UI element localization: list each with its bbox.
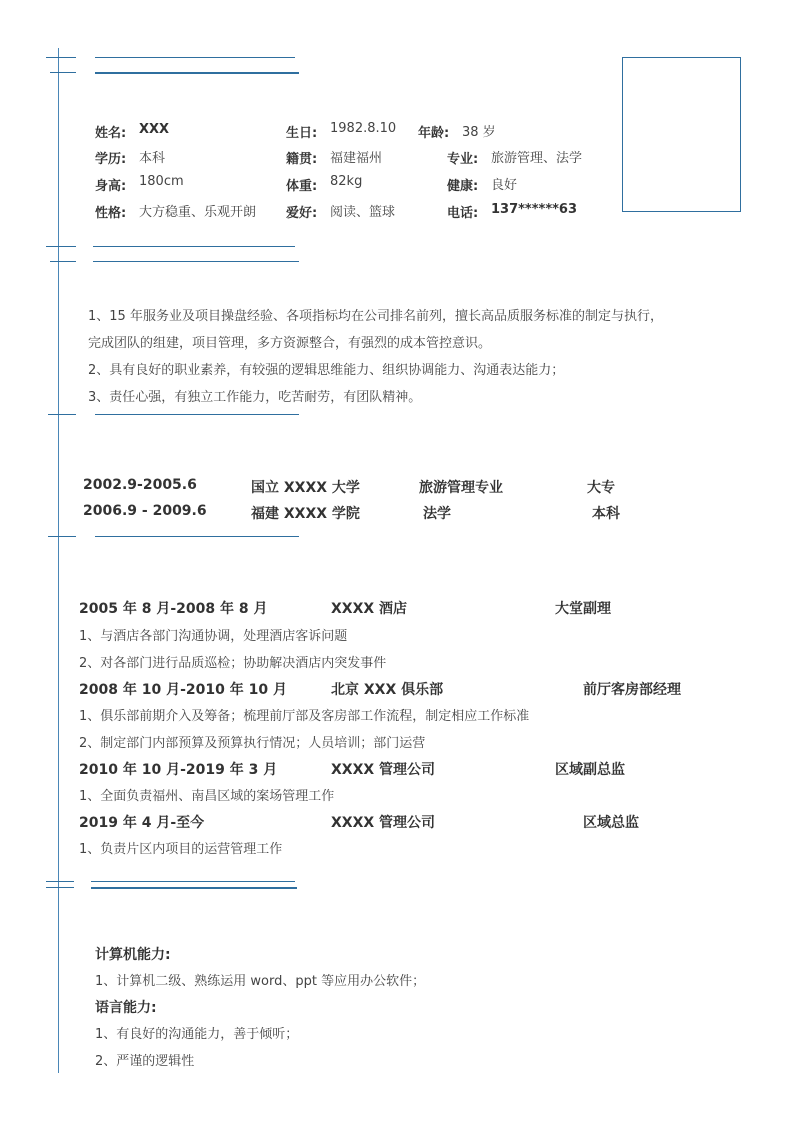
age-label: 年龄: xyxy=(418,126,450,141)
computer-skill-line: 1、计算机二级、熟练运用 word、ppt 等应用办公软件； xyxy=(95,974,426,989)
section-tick xyxy=(50,72,76,73)
personality-value: 大方稳重、乐观开朗 xyxy=(139,205,257,220)
job-period: 2010 年 10 月-2019 年 3 月 xyxy=(79,762,278,778)
height-label: 身高: xyxy=(95,179,127,194)
job-company: XXXX 管理公司 xyxy=(331,815,436,831)
timeline-vertical-line xyxy=(58,48,59,1073)
job-title: 区域总监 xyxy=(583,815,639,831)
education-period: 2002.9-2005.6 xyxy=(83,477,197,493)
name-label: 姓名: xyxy=(95,126,127,141)
language-skill-line: 2、严谨的逻辑性 xyxy=(95,1054,195,1069)
education-major: 法学 xyxy=(423,506,451,522)
job-period: 2019 年 4 月-至今 xyxy=(79,815,205,831)
height-value: 180cm xyxy=(139,174,184,189)
job-period: 2008 年 10 月-2010 年 10 月 xyxy=(79,682,287,698)
major-label: 专业: xyxy=(447,152,479,167)
self-evaluation-line: 完成团队的组建，项目管理，多方资源整合，有强烈的成本管控意识。 xyxy=(88,336,492,351)
job-duty: 1、负责片区内项目的运营管理工作 xyxy=(79,842,283,857)
job-duty: 1、与酒店各部门沟通协调，处理酒店客诉问题 xyxy=(79,629,348,644)
job-title: 区域副总监 xyxy=(555,762,625,778)
education-degree: 大专 xyxy=(587,480,615,496)
education-degree: 本科 xyxy=(592,506,620,522)
job-company: XXXX 管理公司 xyxy=(331,762,436,778)
job-duty: 1、俱乐部前期介入及筹备；梳理前厅部及客房部工作流程，制定相应工作标准 xyxy=(79,709,530,724)
hobby-label: 爱好: xyxy=(286,206,318,221)
section-tick xyxy=(48,536,76,537)
section-header-line xyxy=(91,887,297,889)
job-duty: 1、全面负责福州、南昌区域的案场管理工作 xyxy=(79,789,335,804)
education-period: 2006.9 - 2009.6 xyxy=(83,503,207,519)
job-duty: 2、对各部门进行品质巡检；协助解决酒店内突发事件 xyxy=(79,656,387,671)
birthday-value: 1982.8.10 xyxy=(330,121,397,136)
job-duty: 2、制定部门内部预算及预算执行情况；人员培训；部门运营 xyxy=(79,736,426,751)
section-header-line xyxy=(93,246,295,247)
section-header-line xyxy=(95,414,299,415)
education-school: 福建 XXXX 学院 xyxy=(251,506,360,522)
birthday-label: 生日: xyxy=(286,126,318,141)
section-tick xyxy=(46,57,76,58)
weight-label: 体重: xyxy=(286,179,318,194)
phone-value: 137******63 xyxy=(491,202,578,217)
section-tick xyxy=(46,887,74,888)
job-title: 前厅客房部经理 xyxy=(583,682,681,698)
language-skill-line: 1、有良好的沟通能力，善于倾听； xyxy=(95,1027,299,1042)
section-header-line xyxy=(95,536,299,537)
self-evaluation-line: 1、15 年服务业及项目操盘经验、各项指标均在公司排名前列，擅长高品质服务标准的制定与执行， xyxy=(88,309,663,324)
personality-label: 性格: xyxy=(95,206,127,221)
education-label: 学历: xyxy=(95,152,127,167)
native-place-label: 籍贯: xyxy=(286,152,318,167)
section-tick xyxy=(46,246,76,247)
computer-skills-heading: 计算机能力: xyxy=(95,947,171,963)
native-place-value: 福建福州 xyxy=(330,151,383,166)
section-header-line xyxy=(95,72,299,74)
section-tick xyxy=(48,414,76,415)
age-value: 38 岁 xyxy=(462,125,496,140)
education-value: 本科 xyxy=(139,151,166,166)
weight-value: 82kg xyxy=(330,174,363,189)
job-company: 北京 XXX 俱乐部 xyxy=(331,682,444,698)
name-value: XXX xyxy=(139,122,170,137)
hobby-value: 阅读、篮球 xyxy=(330,205,396,220)
health-value: 良好 xyxy=(491,178,518,193)
section-tick xyxy=(46,881,74,882)
self-evaluation-line: 3、责任心强，有独立工作能力，吃苦耐劳，有团队精神。 xyxy=(88,390,422,405)
job-period: 2005 年 8 月-2008 年 8 月 xyxy=(79,601,268,617)
education-school: 国立 XXXX 大学 xyxy=(251,480,360,496)
language-skills-heading: 语言能力: xyxy=(95,1000,157,1016)
major-value: 旅游管理、法学 xyxy=(491,151,583,166)
health-label: 健康: xyxy=(447,179,479,194)
section-header-line xyxy=(95,57,295,58)
section-header-line xyxy=(91,881,295,882)
education-major: 旅游管理专业 xyxy=(419,480,503,496)
section-header-line xyxy=(93,261,299,262)
self-evaluation-line: 2、具有良好的职业素养，有较强的逻辑思维能力、组织协调能力、沟通表达能力； xyxy=(88,363,565,378)
job-title: 大堂副理 xyxy=(555,601,611,617)
phone-label: 电话: xyxy=(447,206,479,221)
section-tick xyxy=(50,261,76,262)
photo-frame xyxy=(622,57,741,212)
job-company: XXXX 酒店 xyxy=(331,601,408,617)
